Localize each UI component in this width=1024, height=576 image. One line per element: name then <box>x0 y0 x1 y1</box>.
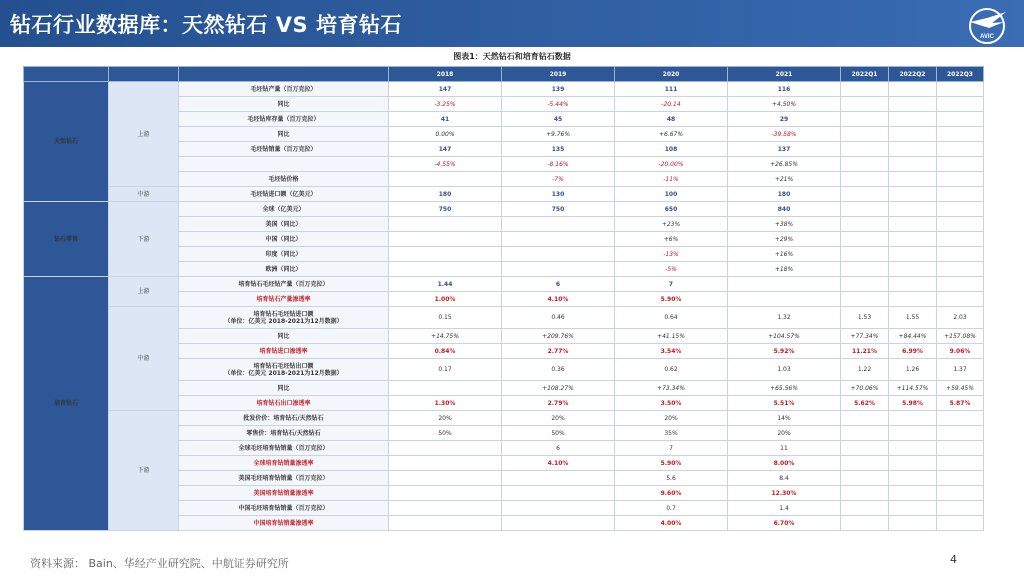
value-cell: 147 <box>389 142 502 157</box>
value-cell <box>889 232 937 247</box>
indicator-label: 全球培育钻销量渗透率 <box>179 456 389 471</box>
table-row <box>24 411 984 426</box>
value-cell: 50% <box>389 426 502 441</box>
value-cell <box>728 292 841 307</box>
value-cell: 9.06% <box>937 344 984 359</box>
value-cell: 1.26 <box>889 359 937 381</box>
value-cell <box>889 516 937 531</box>
value-cell <box>841 277 889 292</box>
value-cell <box>841 486 889 501</box>
value-cell <box>889 82 937 97</box>
value-cell <box>841 112 889 127</box>
value-cell: 5.98% <box>889 396 937 411</box>
indicator-label: 中国毛坯培育钻销量（百万克拉） <box>179 501 389 516</box>
value-cell <box>889 456 937 471</box>
value-cell <box>389 232 502 247</box>
indicator-label: 中国（同比） <box>179 232 389 247</box>
value-cell <box>389 217 502 232</box>
value-cell: +9.76% <box>502 127 615 142</box>
value-cell <box>502 232 615 247</box>
value-cell: 7 <box>615 441 728 456</box>
value-cell: +108.27% <box>502 381 615 396</box>
indicator-label: 同比 <box>179 97 389 112</box>
value-cell: 20% <box>389 411 502 426</box>
value-cell <box>841 232 889 247</box>
value-cell: +6% <box>615 232 728 247</box>
value-cell <box>889 292 937 307</box>
indicator-label: 欧洲（同比） <box>179 262 389 277</box>
value-cell: 840 <box>728 202 841 217</box>
value-cell <box>937 456 984 471</box>
stage-cell: 下游 <box>109 411 179 531</box>
value-cell: 0.36 <box>502 359 615 381</box>
value-cell: -39.58% <box>728 127 841 142</box>
value-cell: 100 <box>615 187 728 202</box>
value-cell <box>889 217 937 232</box>
value-cell: +21% <box>728 172 841 187</box>
value-cell <box>937 262 984 277</box>
indicator-label: 美国毛坯培育钻销量（百万克拉） <box>179 471 389 486</box>
value-cell: 1.55 <box>889 307 937 329</box>
stage-cell: 上游 <box>109 82 179 187</box>
indicator-label: 中国培育钻销量渗透率 <box>179 516 389 531</box>
value-cell <box>889 486 937 501</box>
value-cell <box>389 471 502 486</box>
header-cell <box>24 67 109 82</box>
value-cell: 5.51% <box>728 396 841 411</box>
value-cell: +157.08% <box>937 329 984 344</box>
value-cell: 5.87% <box>937 396 984 411</box>
value-cell: 11.21% <box>841 344 889 359</box>
value-cell <box>502 501 615 516</box>
value-cell <box>937 247 984 262</box>
stage-cell: 中游 <box>109 307 179 411</box>
value-cell <box>889 262 937 277</box>
value-cell <box>937 516 984 531</box>
value-cell <box>389 262 502 277</box>
value-cell <box>389 456 502 471</box>
value-cell <box>502 486 615 501</box>
value-cell: +29% <box>728 232 841 247</box>
value-cell: 35% <box>615 426 728 441</box>
value-cell: 8.4 <box>728 471 841 486</box>
value-cell <box>389 441 502 456</box>
value-cell <box>389 486 502 501</box>
value-cell: 180 <box>728 187 841 202</box>
value-cell <box>389 501 502 516</box>
indicator-label: 培育钻石毛坯钻产量（百万克拉） <box>179 277 389 292</box>
value-cell <box>502 516 615 531</box>
value-cell: +73.34% <box>615 381 728 396</box>
value-cell: +26.85% <box>728 157 841 172</box>
table-row <box>24 307 984 329</box>
value-cell: 41 <box>389 112 502 127</box>
value-cell: 1.53 <box>841 307 889 329</box>
value-cell: 3.50% <box>615 396 728 411</box>
value-cell: 20% <box>615 411 728 426</box>
value-cell: 750 <box>389 202 502 217</box>
value-cell: 0.84% <box>389 344 502 359</box>
value-cell <box>889 471 937 486</box>
header-cell-2021: 2021 <box>728 67 841 82</box>
value-cell <box>502 262 615 277</box>
table-title: 图表1：天然钻石和培育钻石数据 <box>453 52 571 61</box>
header-cell-2018: 2018 <box>389 67 502 82</box>
indicator-label: 美国培育钻销量渗透率 <box>179 486 389 501</box>
diamond-data-table <box>23 66 984 531</box>
value-cell <box>937 471 984 486</box>
indicator-label: 同比 <box>179 381 389 396</box>
indicator-label: 毛坯钻产量（百万克拉） <box>179 82 389 97</box>
indicator-label: 全球毛坯培育钻销量（百万克拉） <box>179 441 389 456</box>
value-cell: -5% <box>615 262 728 277</box>
indicator-label <box>179 307 389 329</box>
value-cell: 4.00% <box>615 516 728 531</box>
value-cell: 20% <box>728 426 841 441</box>
value-cell: 11 <box>728 441 841 456</box>
value-cell <box>889 426 937 441</box>
category-cell: 培育钻石 <box>24 277 109 531</box>
value-cell: 0.00% <box>389 127 502 142</box>
value-cell: 4.10% <box>502 292 615 307</box>
value-cell <box>389 247 502 262</box>
indicator-label <box>179 157 389 172</box>
value-cell: 6 <box>502 441 615 456</box>
value-cell <box>937 112 984 127</box>
table-row <box>24 202 984 217</box>
value-cell <box>937 127 984 142</box>
value-cell: 48 <box>615 112 728 127</box>
value-cell: 111 <box>615 82 728 97</box>
value-cell: 9.60% <box>615 486 728 501</box>
page-number: 4 <box>950 553 957 566</box>
indicator-label: 毛坯钻价格 <box>179 172 389 187</box>
stage-cell: 中游 <box>109 187 179 202</box>
value-cell: 147 <box>389 82 502 97</box>
value-cell: +104.57% <box>728 329 841 344</box>
value-cell: 50% <box>502 426 615 441</box>
value-cell <box>502 217 615 232</box>
value-cell <box>889 247 937 262</box>
value-cell <box>502 471 615 486</box>
header-cell <box>179 67 389 82</box>
value-cell: 139 <box>502 82 615 97</box>
value-cell: 20% <box>502 411 615 426</box>
value-cell <box>937 426 984 441</box>
value-cell: -11% <box>615 172 728 187</box>
header-cell-2019: 2019 <box>502 67 615 82</box>
value-cell <box>841 471 889 486</box>
value-cell: 1.44 <box>389 277 502 292</box>
value-cell <box>841 456 889 471</box>
value-cell: 45 <box>502 112 615 127</box>
value-cell: 650 <box>615 202 728 217</box>
value-cell: 1.30% <box>389 396 502 411</box>
value-cell <box>889 501 937 516</box>
value-cell <box>841 172 889 187</box>
indicator-label <box>179 359 389 381</box>
value-cell <box>841 142 889 157</box>
value-cell <box>937 187 984 202</box>
indicator-label: 批发价价：培育钻石/天然钻石 <box>179 411 389 426</box>
indicator-label: 美国（同比） <box>179 217 389 232</box>
header-cell <box>109 67 179 82</box>
value-cell: +14.75% <box>389 329 502 344</box>
indicator-label: 毛坯钻库存量（百万克拉） <box>179 112 389 127</box>
header-cell-2022q1: 2022Q1 <box>841 67 889 82</box>
value-cell <box>889 172 937 187</box>
value-cell: -5.44% <box>502 97 615 112</box>
value-cell <box>937 217 984 232</box>
value-cell: 1.03 <box>728 359 841 381</box>
value-cell: 29 <box>728 112 841 127</box>
page-title: 钻石行业数据库：天然钻石 VS 培育钻石 <box>10 13 402 37</box>
stage-cell: 上游 <box>109 277 179 307</box>
header-cell-2022q3: 2022Q3 <box>937 67 984 82</box>
value-cell: 0.17 <box>389 359 502 381</box>
value-cell: 2.03 <box>937 307 984 329</box>
indicator-label-line1: 培育钻石毛坯钻出口额 <box>253 362 314 370</box>
value-cell: 1.4 <box>728 501 841 516</box>
value-cell <box>889 97 937 112</box>
value-cell: 1.00% <box>389 292 502 307</box>
indicator-label: 零售价：培育钻石/天然钻石 <box>179 426 389 441</box>
value-cell <box>937 441 984 456</box>
value-cell: 108 <box>615 142 728 157</box>
value-cell <box>389 381 502 396</box>
indicator-label-line2: （单位：亿美元 2018-2021为12月数据） <box>224 317 343 325</box>
value-cell: 12.30% <box>728 486 841 501</box>
value-cell: -7% <box>502 172 615 187</box>
value-cell: 0.7 <box>615 501 728 516</box>
indicator-label: 全球（亿美元） <box>179 202 389 217</box>
value-cell: 7 <box>615 277 728 292</box>
value-cell <box>889 142 937 157</box>
value-cell: +77.34% <box>841 329 889 344</box>
table-header-row <box>24 67 984 82</box>
value-cell <box>937 292 984 307</box>
page-header <box>0 0 1024 47</box>
table-row <box>24 187 984 202</box>
value-cell: -4.55% <box>389 157 502 172</box>
value-cell <box>502 247 615 262</box>
value-cell: 1.22 <box>841 359 889 381</box>
value-cell <box>889 441 937 456</box>
value-cell: 14% <box>728 411 841 426</box>
value-cell <box>841 501 889 516</box>
value-cell <box>937 172 984 187</box>
value-cell: +38% <box>728 217 841 232</box>
value-cell: 130 <box>502 187 615 202</box>
value-cell: 116 <box>728 82 841 97</box>
value-cell: 0.62 <box>615 359 728 381</box>
category-cell: 钻石零售 <box>24 202 109 277</box>
value-cell: +59.45% <box>937 381 984 396</box>
value-cell: 5.6 <box>615 471 728 486</box>
value-cell: 0.46 <box>502 307 615 329</box>
indicator-label: 同比 <box>179 127 389 142</box>
value-cell: +84.44% <box>889 329 937 344</box>
value-cell: +209.76% <box>502 329 615 344</box>
value-cell <box>937 411 984 426</box>
value-cell <box>841 441 889 456</box>
value-cell: +6.67% <box>615 127 728 142</box>
value-cell <box>841 426 889 441</box>
header-cell-2022q2: 2022Q2 <box>889 67 937 82</box>
value-cell: 3.54% <box>615 344 728 359</box>
logo-text: AVIC <box>980 34 994 40</box>
value-cell <box>889 202 937 217</box>
table-row <box>24 82 984 97</box>
avic-logo-icon <box>962 4 1012 48</box>
value-cell <box>841 97 889 112</box>
value-cell <box>841 262 889 277</box>
value-cell <box>728 277 841 292</box>
value-cell <box>841 411 889 426</box>
value-cell: +41.15% <box>615 329 728 344</box>
value-cell <box>841 217 889 232</box>
indicator-label: 培育钻石产量渗透率 <box>179 292 389 307</box>
value-cell <box>841 157 889 172</box>
value-cell: 0.64 <box>615 307 728 329</box>
indicator-label-line1: 培育钻石毛坯钻进口额 <box>253 310 314 318</box>
value-cell: -13% <box>615 247 728 262</box>
value-cell: 6.70% <box>728 516 841 531</box>
value-cell <box>937 82 984 97</box>
value-cell: 2.79% <box>502 396 615 411</box>
value-cell: 135 <box>502 142 615 157</box>
table-row <box>24 277 984 292</box>
source-note: 资料来源： Bain、华经产业研究院、中航证券研究所 <box>30 557 289 570</box>
value-cell <box>389 172 502 187</box>
value-cell <box>841 82 889 97</box>
value-cell: 1.37 <box>937 359 984 381</box>
indicator-label: 印度（同比） <box>179 247 389 262</box>
value-cell: 2.77% <box>502 344 615 359</box>
value-cell: +16% <box>728 247 841 262</box>
value-cell <box>889 127 937 142</box>
value-cell: +4.50% <box>728 97 841 112</box>
value-cell: -8.16% <box>502 157 615 172</box>
value-cell: +23% <box>615 217 728 232</box>
value-cell: 5.90% <box>615 292 728 307</box>
value-cell: 5.90% <box>615 456 728 471</box>
indicator-label-line2: （单位：亿美元 2018-2021为12月数据） <box>224 369 343 377</box>
value-cell: 5.62% <box>841 396 889 411</box>
header-cell-2020: 2020 <box>615 67 728 82</box>
value-cell <box>937 97 984 112</box>
value-cell <box>889 112 937 127</box>
indicator-label: 毛坯钻进口额（亿美元） <box>179 187 389 202</box>
indicator-label: 同比 <box>179 329 389 344</box>
value-cell <box>841 187 889 202</box>
value-cell: +70.06% <box>841 381 889 396</box>
value-cell <box>841 127 889 142</box>
value-cell <box>841 516 889 531</box>
value-cell: 137 <box>728 142 841 157</box>
value-cell <box>937 501 984 516</box>
value-cell: -20.00% <box>615 157 728 172</box>
value-cell: -20.14 <box>615 97 728 112</box>
value-cell: 0.15 <box>389 307 502 329</box>
value-cell: 1.32 <box>728 307 841 329</box>
stage-cell: 下游 <box>109 202 179 277</box>
indicator-label: 培育钻石出口渗透率 <box>179 396 389 411</box>
value-cell <box>937 142 984 157</box>
value-cell <box>841 247 889 262</box>
value-cell <box>389 516 502 531</box>
category-cell: 天然钻石 <box>24 82 109 202</box>
value-cell: +114.57% <box>889 381 937 396</box>
value-cell <box>889 157 937 172</box>
value-cell: 5.92% <box>728 344 841 359</box>
value-cell <box>841 202 889 217</box>
value-cell: 8.00% <box>728 456 841 471</box>
value-cell <box>937 232 984 247</box>
value-cell <box>841 292 889 307</box>
value-cell <box>937 277 984 292</box>
value-cell <box>889 411 937 426</box>
value-cell: 750 <box>502 202 615 217</box>
value-cell: 4.10% <box>502 456 615 471</box>
value-cell: +18% <box>728 262 841 277</box>
value-cell: 6 <box>502 277 615 292</box>
value-cell: +65.56% <box>728 381 841 396</box>
value-cell <box>937 486 984 501</box>
value-cell <box>937 157 984 172</box>
value-cell <box>889 187 937 202</box>
indicator-label: 毛坯钻销量（百万克拉） <box>179 142 389 157</box>
value-cell <box>937 202 984 217</box>
value-cell <box>889 277 937 292</box>
indicator-label: 培育钻进口渗透率 <box>179 344 389 359</box>
value-cell: 180 <box>389 187 502 202</box>
value-cell: -3.25% <box>389 97 502 112</box>
value-cell: 6.99% <box>889 344 937 359</box>
